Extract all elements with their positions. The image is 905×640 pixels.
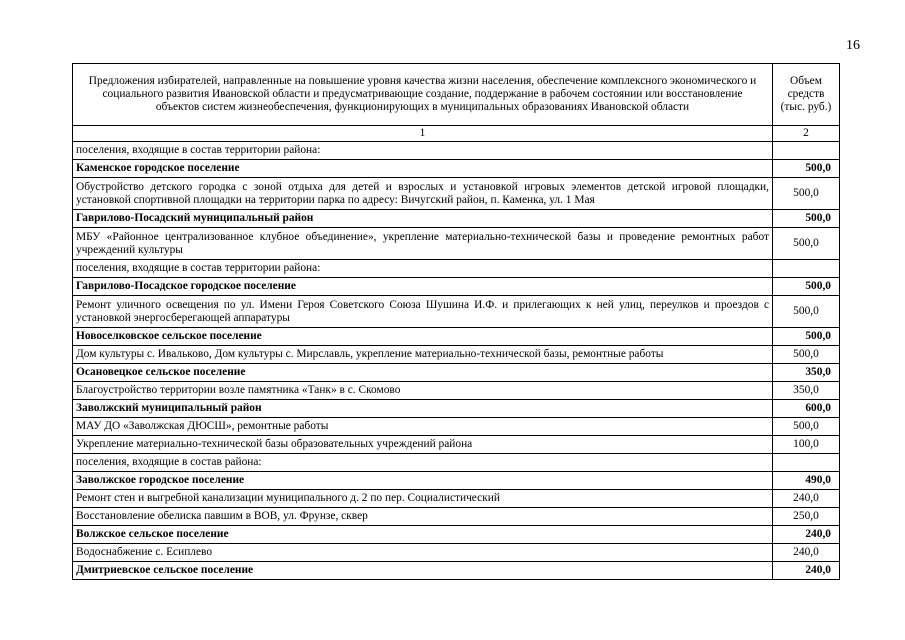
table-row (73, 178, 840, 210)
proposal-text: Укрепление материально-технической базы образовательных учреждений района (73, 436, 773, 454)
table-row (73, 454, 840, 472)
table-row (73, 382, 840, 400)
section-title: Гаврилово-Посадский муниципальный район (73, 210, 773, 228)
column-number-row (73, 126, 840, 142)
amount-cell: 500,0 (773, 296, 840, 328)
proposal-text: Восстановление обелиска павшим в ВОВ, ул. Фрунзе, сквер (73, 508, 773, 526)
amount-cell (773, 260, 840, 278)
section-title: Новоселковское сельское поселение (73, 328, 773, 346)
amount-cell: 600,0 (773, 400, 840, 418)
proposal-text: МАУ ДО «Заволжская ДЮСШ», ремонтные работы (73, 418, 773, 436)
section-row (73, 278, 840, 296)
table-row (73, 418, 840, 436)
header-amount: Объем средств (тыс. руб.) (773, 64, 840, 126)
page-number: 16 (846, 38, 860, 53)
proposal-text: МБУ «Районное централизованное клубное объединение», укрепление материально-технической базы и проведение ремонтных работ учреждений культуры (73, 228, 773, 260)
amount-cell (773, 454, 840, 472)
amount-cell: 350,0 (773, 382, 840, 400)
section-title: Заволжское городское поселение (73, 472, 773, 490)
amount-cell: 500,0 (773, 278, 840, 296)
header-proposals: Предложения избирателей, направленные на повышение уровня качества жизни населения, обеспечение комплексного экономического и социального развития Ивановской области и предусматривающие создание, поддержание в рабочем состоянии или восстановление объектов систем жизнеобеспечения, функционирующих в муниципальных образованиях Ивановской области (73, 64, 773, 126)
amount-cell: 490,0 (773, 472, 840, 490)
proposals-table (72, 63, 840, 580)
section-title: Волжское сельское поселение (73, 526, 773, 544)
proposal-text: Водоснабжение с. Есиплево (73, 544, 773, 562)
table-row (73, 508, 840, 526)
amount-cell: 500,0 (773, 228, 840, 260)
amount-cell: 100,0 (773, 436, 840, 454)
section-row (73, 210, 840, 228)
amount-cell: 500,0 (773, 418, 840, 436)
amount-cell: 500,0 (773, 160, 840, 178)
column-number-1: 1 (73, 126, 773, 142)
amount-cell: 240,0 (773, 526, 840, 544)
section-row (73, 328, 840, 346)
amount-cell: 250,0 (773, 508, 840, 526)
table-row (73, 142, 840, 160)
table-row (73, 346, 840, 364)
amount-cell: 500,0 (773, 178, 840, 210)
section-row (73, 400, 840, 418)
proposal-text: поселения, входящие в состав территории района: (73, 142, 773, 160)
section-title: Гаврилово-Посадское городское поселение (73, 278, 773, 296)
proposal-text: Ремонт уличного освещения по ул. Имени Героя Советского Союза Шушина И.Ф. и прилегающих к ней улиц, переулков и проездов с установкой энергосберегающей аппаратуры (73, 296, 773, 328)
section-title: Каменское городское поселение (73, 160, 773, 178)
table-row (73, 296, 840, 328)
proposal-text: поселения, входящие в состав территории района: (73, 260, 773, 278)
section-title: Дмитриевское сельское поселение (73, 562, 773, 580)
amount-cell: 350,0 (773, 364, 840, 382)
section-row (73, 364, 840, 382)
proposal-text: Обустройство детского городка с зоной отдыха для детей и взрослых и установкой игровых элементов детской игровой площадки, установкой спортивной площадки на территории парка по адресу: Вичугский район, п. Каменка, ул. 1 Мая (73, 178, 773, 210)
column-number-2: 2 (773, 126, 840, 142)
proposal-text: поселения, входящие в состав района: (73, 454, 773, 472)
section-title: Заволжский муниципальный район (73, 400, 773, 418)
table-row (73, 490, 840, 508)
section-row (73, 562, 840, 580)
table-row (73, 260, 840, 278)
table-header-row (73, 64, 840, 126)
amount-cell: 240,0 (773, 562, 840, 580)
section-row (73, 160, 840, 178)
section-row (73, 526, 840, 544)
amount-cell: 500,0 (773, 210, 840, 228)
proposal-text: Дом культуры с. Ивальково, Дом культуры с. Мирславль, укрепление материально-технической базы, ремонтные работы (73, 346, 773, 364)
proposal-text: Ремонт стен и выгребной канализации муниципального д. 2 по пер. Социалистический (73, 490, 773, 508)
table-row (73, 228, 840, 260)
amount-cell: 500,0 (773, 328, 840, 346)
amount-cell: 240,0 (773, 490, 840, 508)
amount-cell: 240,0 (773, 544, 840, 562)
proposal-text: Благоустройство территории возле памятника «Танк» в с. Скомово (73, 382, 773, 400)
table-row (73, 436, 840, 454)
section-title: Осановецкое сельское поселение (73, 364, 773, 382)
amount-cell (773, 142, 840, 160)
table-row (73, 544, 840, 562)
amount-cell: 500,0 (773, 346, 840, 364)
section-row (73, 472, 840, 490)
